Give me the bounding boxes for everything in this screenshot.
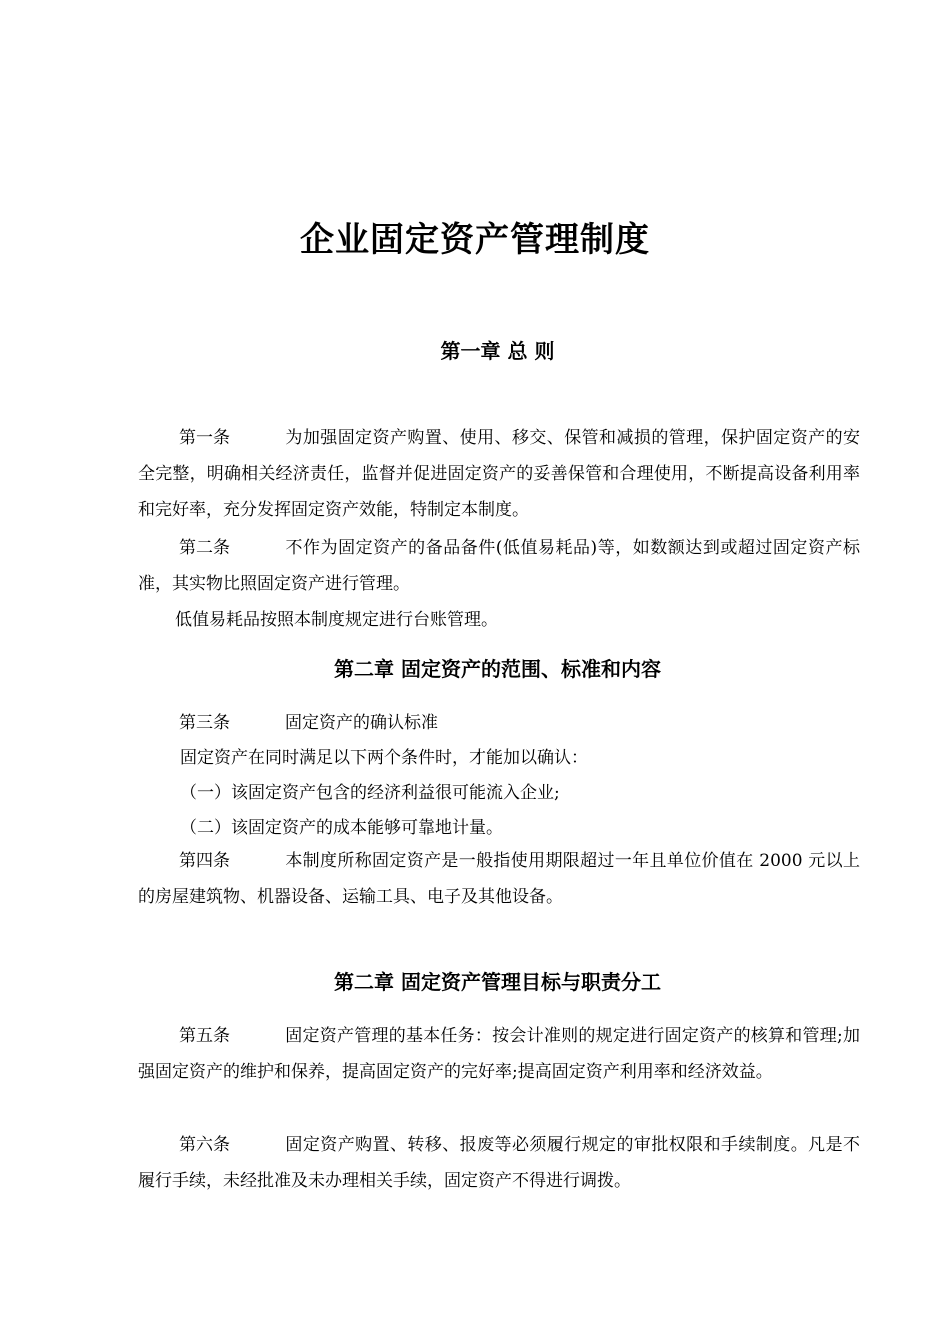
article-2 — [138, 530, 860, 602]
article-4-label: 第四条 — [179, 851, 230, 871]
article-3-label: 第三条 — [179, 713, 230, 733]
article-6 — [138, 1127, 860, 1199]
chapter-3-heading: 第二章 固定资产管理目标与职责分工 — [334, 970, 661, 994]
chapter-1-heading: 第一章 总 则 — [440, 339, 555, 363]
article-5-label: 第五条 — [179, 1026, 230, 1046]
article-2-extra: 低值易耗品按照本制度规定进行台账管理。 — [175, 610, 498, 630]
article-2-text: 不作为固定资产的备品备件(低值易耗品)等，如数额达到或超过固定资产标准，其实物比照固定资产进行管理。 — [138, 538, 860, 594]
article-4 — [138, 843, 860, 915]
article-3-text: 固定资产的确认标准 — [285, 713, 438, 733]
article-6-text: 固定资产购置、转移、报废等必须履行规定的审批权限和手续制度。凡是不履行手续，未经批准及未办理相关手续，固定资产不得进行调拨。 — [138, 1135, 860, 1191]
article-1 — [138, 420, 860, 528]
chapter-2-heading: 第二章 固定资产的范围、标准和内容 — [334, 657, 661, 681]
article-3-sub-2: （一）该固定资产包含的经济利益很可能流入企业; — [180, 783, 560, 803]
article-1-text: 为加强固定资产购置、使用、移交、保管和减损的管理，保护固定资产的安全完整，明确相关经济责任，监督并促进固定资产的妥善保管和合理使用，不断提高设备利用率和完好率，充分发挥固定资产效能，特制定本制度。 — [138, 428, 860, 520]
article-3-sub-1: 固定资产在同时满足以下两个条件时，才能加以确认： — [180, 748, 588, 768]
article-5 — [138, 1018, 860, 1090]
article-3-sub-3: （二）该固定资产的成本能够可靠地计量。 — [180, 818, 503, 838]
document-title: 企业固定资产管理制度 — [300, 220, 650, 260]
article-5-text: 固定资产管理的基本任务：按会计准则的规定进行固定资产的核算和管理;加强固定资产的维护和保养，提高固定资产的完好率;提高固定资产利用率和经济效益。 — [138, 1026, 860, 1082]
article-2-label: 第二条 — [179, 538, 230, 558]
article-3 — [138, 705, 860, 741]
article-4-text: 本制度所称固定资产是一般指使用期限超过一年且单位价值在 2000 元以上的房屋建筑物、机器设备、运输工具、电子及其他设备。 — [138, 851, 860, 907]
article-1-label: 第一条 — [179, 428, 230, 448]
article-6-label: 第六条 — [179, 1135, 230, 1155]
